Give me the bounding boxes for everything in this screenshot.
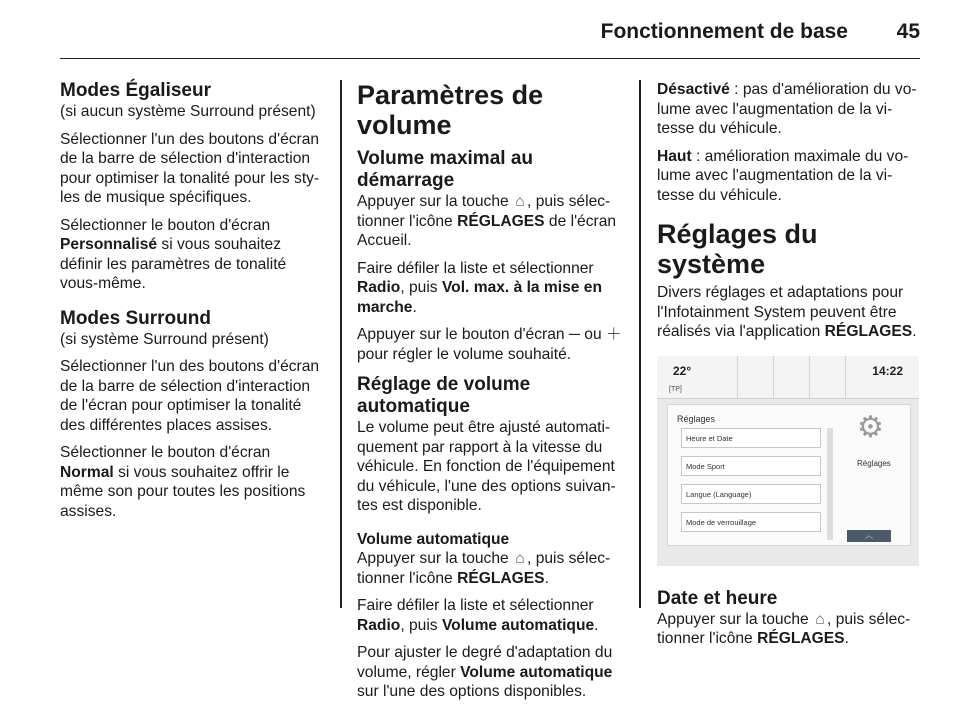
egaliseur-paragraph: Sélectionner l'un des boutons d'écran de la barre de sélection d'interaction pour optimiser la tonalité pour les sty-les de musique spécifiques. bbox=[60, 130, 320, 206]
va-paragraph-1: Appuyer sur la touche ⌂ , puis sélec-tionner l'icône RÉGLAGES. bbox=[357, 550, 611, 587]
page-number: 45 bbox=[896, 20, 920, 43]
column-divider bbox=[639, 80, 641, 608]
list-item: Langue (Language) bbox=[681, 484, 821, 504]
phone-tab-icon bbox=[773, 356, 810, 398]
scrollbar bbox=[827, 428, 833, 540]
heading-date-heure: Date et heure bbox=[657, 587, 778, 609]
status-bar bbox=[657, 356, 919, 399]
max-paragraph-2: Faire défiler la liste et sélectionner Radio, puis Vol. max. à la mise en marche. bbox=[357, 259, 602, 316]
info-tab-icon bbox=[809, 356, 846, 398]
home-icon: ⌂ bbox=[815, 610, 825, 628]
column-divider bbox=[340, 80, 342, 608]
heading-modes-surround: Modes Surround bbox=[60, 307, 211, 329]
settings-screenshot bbox=[657, 356, 919, 566]
date-paragraph: Appuyer sur la touche ⌂ , puis sélec-tionner l'icône RÉGLAGES. bbox=[657, 610, 911, 647]
max-paragraph-3: Appuyer sur le bouton d'écran ─ ou ＋ pour régler le volume souhaité. bbox=[357, 326, 622, 363]
haut-paragraph: Haut : amélioration maximale du vo-lume avec l'augmentation de la vi-tesse du véhicule. bbox=[657, 147, 909, 204]
home-icon: ⌂ bbox=[515, 193, 525, 210]
column-3 bbox=[657, 80, 921, 657]
heading-volume-automatique: Volume automatique bbox=[357, 530, 510, 548]
systeme-paragraph: Divers réglages et adaptations pour l'Infotainment System peuvent être réalisés via l'application RÉGLAGES. bbox=[657, 284, 917, 340]
heading-reglage-volume-auto: Réglage de volume automatique bbox=[357, 374, 531, 417]
list-item: Mode de verrouillage bbox=[681, 512, 821, 532]
heading-parametres-volume: Paramètres de volume bbox=[357, 80, 544, 140]
gear-icon: ⚙ bbox=[857, 410, 884, 444]
surround-paragraph-2: Sélectionner le bouton d'écran Normal si vous souhaitez offrir le même son pour toutes les positions assises. bbox=[60, 444, 306, 520]
nav-tab-icon bbox=[737, 356, 774, 398]
tp-indicator: [TP] bbox=[669, 385, 682, 393]
page-header bbox=[60, 18, 920, 59]
panel-title: Réglages bbox=[677, 413, 716, 424]
heading-reglages-systeme: Réglages du système bbox=[657, 219, 818, 279]
desactive-paragraph: Désactivé : pas d'amélioration du vo-lume avec l'augmentation de la vi-tesse du véhicule. bbox=[657, 81, 917, 137]
clock: 14:22 bbox=[872, 363, 903, 378]
heading-volume-maximal: Volume maximal au démarrage bbox=[357, 148, 533, 191]
list-item: Mode Sport bbox=[681, 456, 821, 476]
list-item: Heure et Date bbox=[681, 428, 821, 448]
up-button: ︿ bbox=[847, 530, 891, 542]
egaliseur-paragraph-2: Sélectionner le bouton d'écran Personnalisé si vous souhaitez définir les paramètres de tonalité vous-même. bbox=[60, 216, 287, 292]
surround-paragraph: Sélectionner l'un des boutons d'écran de la barre de sélection d'interaction de l'écran pour optimiser la tonalité des différentes places assises. bbox=[60, 358, 320, 434]
va-paragraph-2: Faire défiler la liste et sélectionner Radio, puis Volume automatique. bbox=[357, 597, 599, 634]
page-title: Fonctionnement de base bbox=[600, 20, 848, 43]
gear-label: Réglages bbox=[857, 458, 891, 468]
column-1 bbox=[60, 80, 324, 529]
heading-modes-egaliseur: Modes Égaliseur bbox=[60, 80, 211, 101]
surround-subtitle: (si système Surround présent) bbox=[60, 330, 269, 348]
egaliseur-subtitle: (si aucun système Surround présent) bbox=[60, 103, 316, 120]
home-icon: ⌂ bbox=[515, 550, 525, 567]
column-2 bbox=[357, 80, 623, 710]
max-paragraph-1: Appuyer sur la touche ⌂ , puis sélec-tionner l'icône RÉGLAGES de l'écran Accueil. bbox=[357, 193, 617, 249]
temperature: 22° bbox=[673, 363, 692, 378]
va-paragraph-3: Pour ajuster le degré d'adaptation du volume, régler Volume automatique sur l'une des options disponibles. bbox=[357, 644, 613, 700]
auto-paragraph: Le volume peut être ajusté automati-quement par rapport à la vitesse du véhicule. En fonction de l'équipement du véhicule, l'une des options suivan-tes est disponible. bbox=[357, 419, 616, 514]
